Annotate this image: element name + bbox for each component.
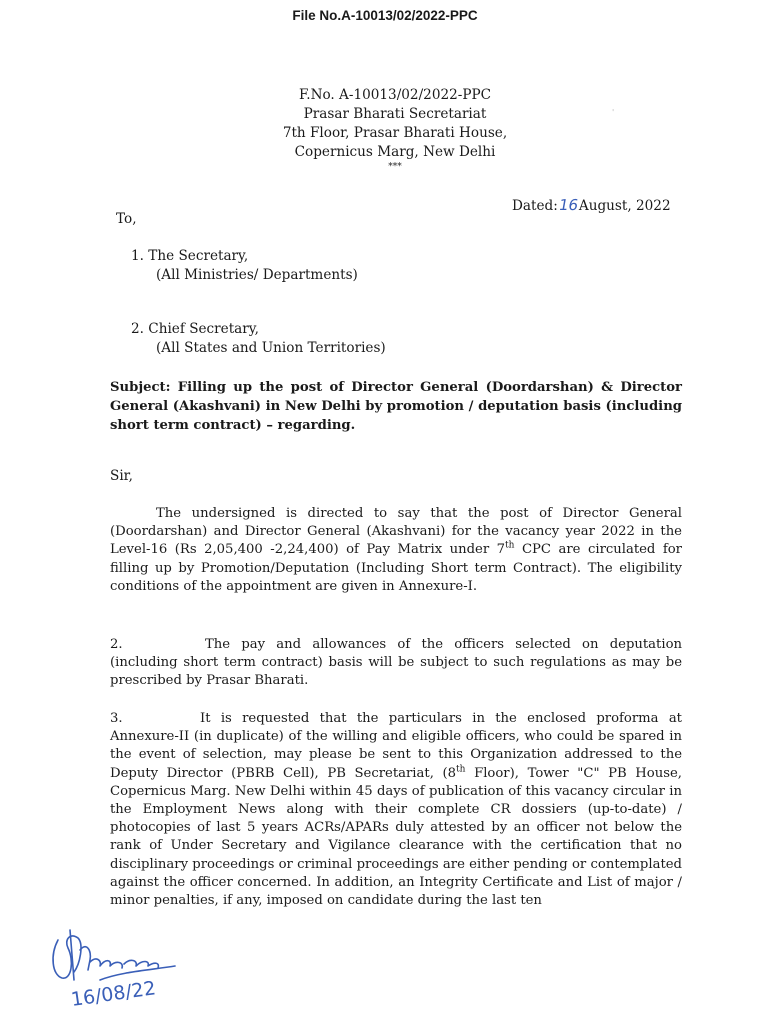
addressee-scope: (All Ministries/ Departments) xyxy=(156,267,358,283)
header-road: Copernicus Marg, New Delhi xyxy=(294,144,496,160)
header-floor: 7th Floor, Prasar Bharati House, xyxy=(282,125,508,141)
scan-mark: ' xyxy=(612,108,615,117)
addressee-1 xyxy=(131,247,358,285)
paragraph-1 xyxy=(110,505,682,596)
handwritten-signature xyxy=(40,920,190,1015)
para3-text-a: It is requested that the particulars in the enclosed proforma at Annexure-II (in duplicate) of the willing and eligible officers, who could be spared in the event of selection, may please be sent to this Organization addressed to the Deputy Director (PBRB Cell), PB Secretariat, (8 xyxy=(110,711,682,781)
para2-text: The pay and allowances of the officers selected on deputation (including short term contract) basis will be subject to such regulations as may be prescribed by Prasar Bharati. xyxy=(110,637,682,689)
addressee-scope: (All States and Union Territories) xyxy=(156,340,386,356)
addressee-title: 1. The Secretary, xyxy=(131,248,249,264)
date-line xyxy=(512,196,671,214)
header-fno: F.No. A-10013/02/2022-PPC xyxy=(298,87,492,103)
addressee-2 xyxy=(131,320,386,358)
handwritten-day: 16 xyxy=(557,196,580,214)
para1-text-a: The undersigned is directed to say that the post of Director General (Doordarshan) and Director General (Akashvani) for the vacancy year 2022 in the Level-16 (Rs 2,05,400 -2,24,400) of Pay Matrix under 7 xyxy=(110,506,682,558)
signature-date: 16/08/22 xyxy=(69,977,158,1011)
letter-header xyxy=(195,86,595,172)
para3-sup: th xyxy=(456,764,466,775)
salutation: Sir, xyxy=(110,468,133,484)
paragraph-2 xyxy=(110,636,682,691)
paragraph-3 xyxy=(110,710,682,910)
header-stars: *** xyxy=(388,162,402,172)
para1-sup: th xyxy=(505,541,515,552)
dated-label: Dated: xyxy=(512,198,558,214)
file-number: File No.A-10013/02/2022-PPC xyxy=(292,8,478,23)
para3-text-b: Floor), Tower "C" PB House, Copernicus Marg. New Delhi within 45 days of publication of this vacancy circular in the Employment News along with their complete CR dossiers (up-to-date) / photocopies of last 5 years ACRs/APARs duly attested by an officer not below the rank of Under Secretary and Vigilance clearance with the certification that no disciplinary proceedings or criminal proceedings are either pending or contemplated against the officer concerned. In addition, an Integrity Certificate and List of major / minor penalties, if any, imposed on candidate during the last ten xyxy=(110,765,682,909)
subject-line: Subject: Filling up the post of Director General (Doordarshan) & Director General (Akashvani) in New Delhi by promotion / deputation basis (including short term contract) – regarding. xyxy=(110,380,682,433)
para1-text-b: CPC are circulated for filling up by Promotion/Deputation (Including Short term Contract). The eligibility conditions of the appointment are given in Annexure-I. xyxy=(110,542,682,594)
to-label: To, xyxy=(116,211,137,227)
header-org: Prasar Bharati Secretariat xyxy=(303,106,487,122)
addressee-title: 2. Chief Secretary, xyxy=(131,321,259,337)
para2-number: 2. xyxy=(110,637,123,652)
para3-number: 3. xyxy=(110,711,123,726)
dated-month-year: August, 2022 xyxy=(578,198,671,214)
